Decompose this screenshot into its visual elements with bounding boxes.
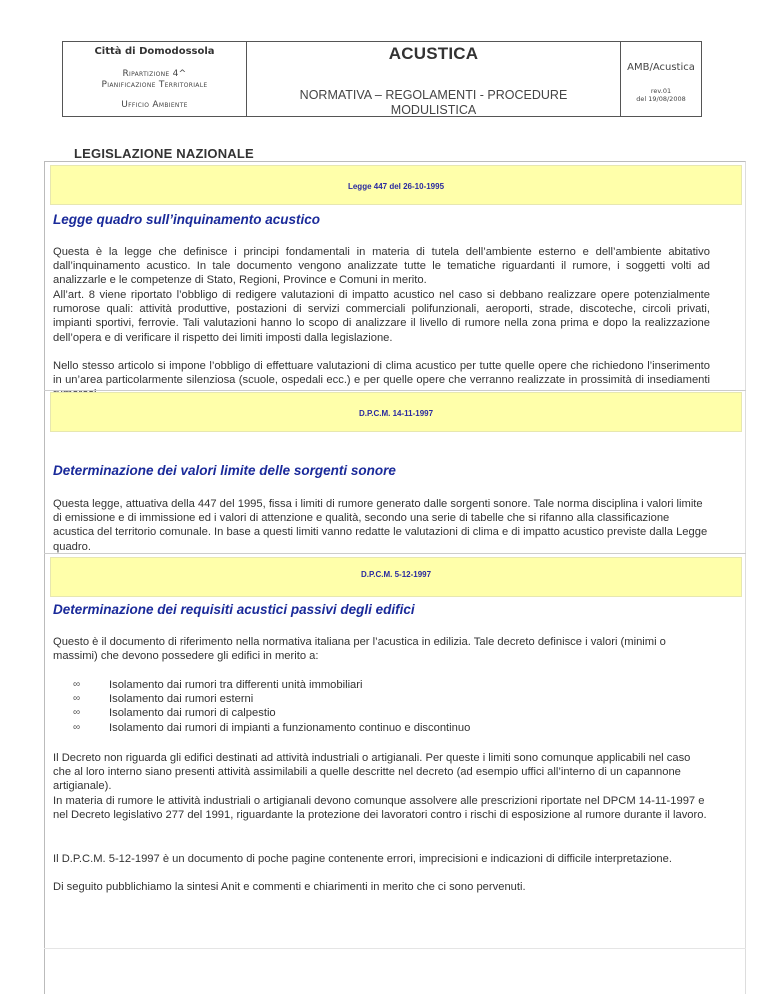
law-ref-banner — [50, 392, 742, 432]
ripartizione — [63, 69, 246, 91]
law-paragraph: All’art. 8 viene riportato l’obbligo di redigere valutazioni di impatto acustico nel caso si debbano realizzare opere potenzialmente rumorose quali: attività produttive, postazioni di servizi commerciali polifunzionali, aeroporti, strade, discoteche, circoli privati, impianti sportivi, ferrovie. Tali valutazioni hanno lo scopo di analizzare il livello di rumore nella zona prima e dopo la realizzazione dell’opera e di verificare il rispetto dei limiti imposti dalla legislazione. — [53, 289, 710, 344]
list-item-text: Isolamento dai rumori di impianti a funzionamento continuo e discontinuo — [109, 721, 471, 734]
law-paragraph: Il Decreto non riguarda gli edifici destinati ad attività industriali o artigianali. Per queste i limiti sono comunque applicabili nel caso che al loro interno siano presenti attività assimilabili a quelle descritte nel decreto (ad esempio uffici all’interno di un capannone artigianale). — [53, 752, 691, 793]
list-item-text: Isolamento dai rumori di calpestio — [109, 707, 276, 720]
ripartizione-line2: Pianificazione Territoriale — [101, 80, 208, 90]
law-ref: D.P.C.M. 14-11-1997 — [358, 409, 434, 418]
law-paragraph: Il D.P.C.M. 5-12-1997 è un documento di poche pagine contenente errori, imprecisioni e indicazioni di difficile interpretazione. — [53, 853, 672, 865]
document-header — [62, 41, 702, 117]
list-item — [53, 692, 470, 706]
ufficio: Ufficio Ambiente — [121, 100, 188, 110]
list-item — [53, 721, 470, 735]
revision-info — [621, 87, 701, 103]
law-ref: Legge 447 del 26-10-1995 — [347, 182, 445, 191]
law-ref: D.P.C.M. 5-12-1997 — [360, 570, 432, 579]
infinity-bullet-icon: ∞ — [73, 707, 81, 719]
law-ref-banner — [50, 165, 742, 205]
divider — [44, 390, 746, 391]
document-title: ACUSTICA — [388, 44, 479, 63]
city-name: Città di Domodossola — [94, 46, 215, 57]
infinity-bullet-icon: ∞ — [73, 693, 81, 705]
subtitle-line1: NORMATIVA – REGOLAMENTI - PROCEDURE — [299, 88, 568, 102]
infinity-bullet-icon: ∞ — [73, 721, 81, 733]
ripartizione-line1: Ripartizione 4^ — [122, 69, 187, 79]
revision-number: rev.01 — [650, 87, 672, 95]
law-title: Legge quadro sull’inquinamento acustico — [53, 212, 321, 227]
law-paragraph: Nello stesso articolo si impone l’obbligo di effettuare valutazioni di clima acustico per tutte quelle opere che richiedono l’inserimento in un’area particolarmente silenziosa (scuole, ospedali ecc.) e per quelle opere che verranno realizzate in prossimità di insediamenti — [53, 360, 710, 387]
infinity-bullet-icon: ∞ — [73, 679, 81, 690]
header-title-cell — [247, 42, 621, 116]
divider — [44, 948, 746, 949]
divider — [44, 553, 746, 554]
law-paragraph: Di seguito pubblichiamo la sintesi Anit e commenti e chiarimenti in merito che ci sono pervenuti. — [53, 881, 526, 893]
law-intro: Questo è il documento di riferimento nella normativa italiana per l’acustica in edilizia. Tale decreto definisce i valori (minimi o massimi) che devono possedere gli edifici in merito a: — [53, 636, 666, 663]
law-ref-banner — [50, 557, 742, 597]
document-code: AMB/Acustica — [627, 62, 695, 73]
list-item-text: Isolamento dai rumori tra differenti unità immobiliari — [109, 679, 363, 691]
list-item — [53, 678, 470, 692]
list-item — [53, 706, 470, 720]
list-item-text: Isolamento dai rumori esterni — [109, 693, 254, 706]
law-paragraph: Questa è la legge che definisce i principi fondamentali in materia di tutela dell’ambiente esterno e dell’ambiente abitativo dall’inquinamento acustico. In tale documento vengono analizzate tutte le tematiche riguardanti il rumore, i soggetti volti ad analizzarle e le competenze di Stato, Regioni, Province e Comuni in merito. — [53, 246, 710, 287]
law-title: Determinazione dei requisiti acustici passivi degli edifici — [53, 602, 415, 617]
law-title: Determinazione dei valori limite delle sorgenti sonore — [53, 463, 396, 478]
revision-date: del 19/08/2008 — [636, 95, 686, 103]
header-code-cell — [621, 42, 701, 116]
section-title: LEGISLAZIONE NAZIONALE — [74, 146, 254, 161]
law-paragraph: In materia di rumore le attività industriali o artigianali devono comunque assolvere alle prescrizioni riportate nel DPCM 14-11-1997 e nel Decreto legislativo 277 del 1991, riguardante la protezione dei lavoratori contro i rischi di esposizione al rumore durante il lavoro. — [53, 795, 707, 822]
header-issuer — [63, 42, 247, 116]
requirements-list — [53, 678, 470, 735]
document-subtitle — [247, 88, 620, 118]
subtitle-line2: MODULISTICA — [390, 103, 477, 117]
law-paragraph: Questa legge, attuativa della 447 del 1995, fissa i limiti di rumore generato dalle sorgenti sonore. Tale norma disciplina i valori limite di emissione e di immissione ed i valori di attenzione e qualità, secondo una serie di tabelle che si rifanno alla classificazione acustica del territorio comunale. In base a questi limiti vanno redatte le valutazioni di clima e di impatto acustico previste dalla Legge quadro. — [53, 498, 708, 553]
